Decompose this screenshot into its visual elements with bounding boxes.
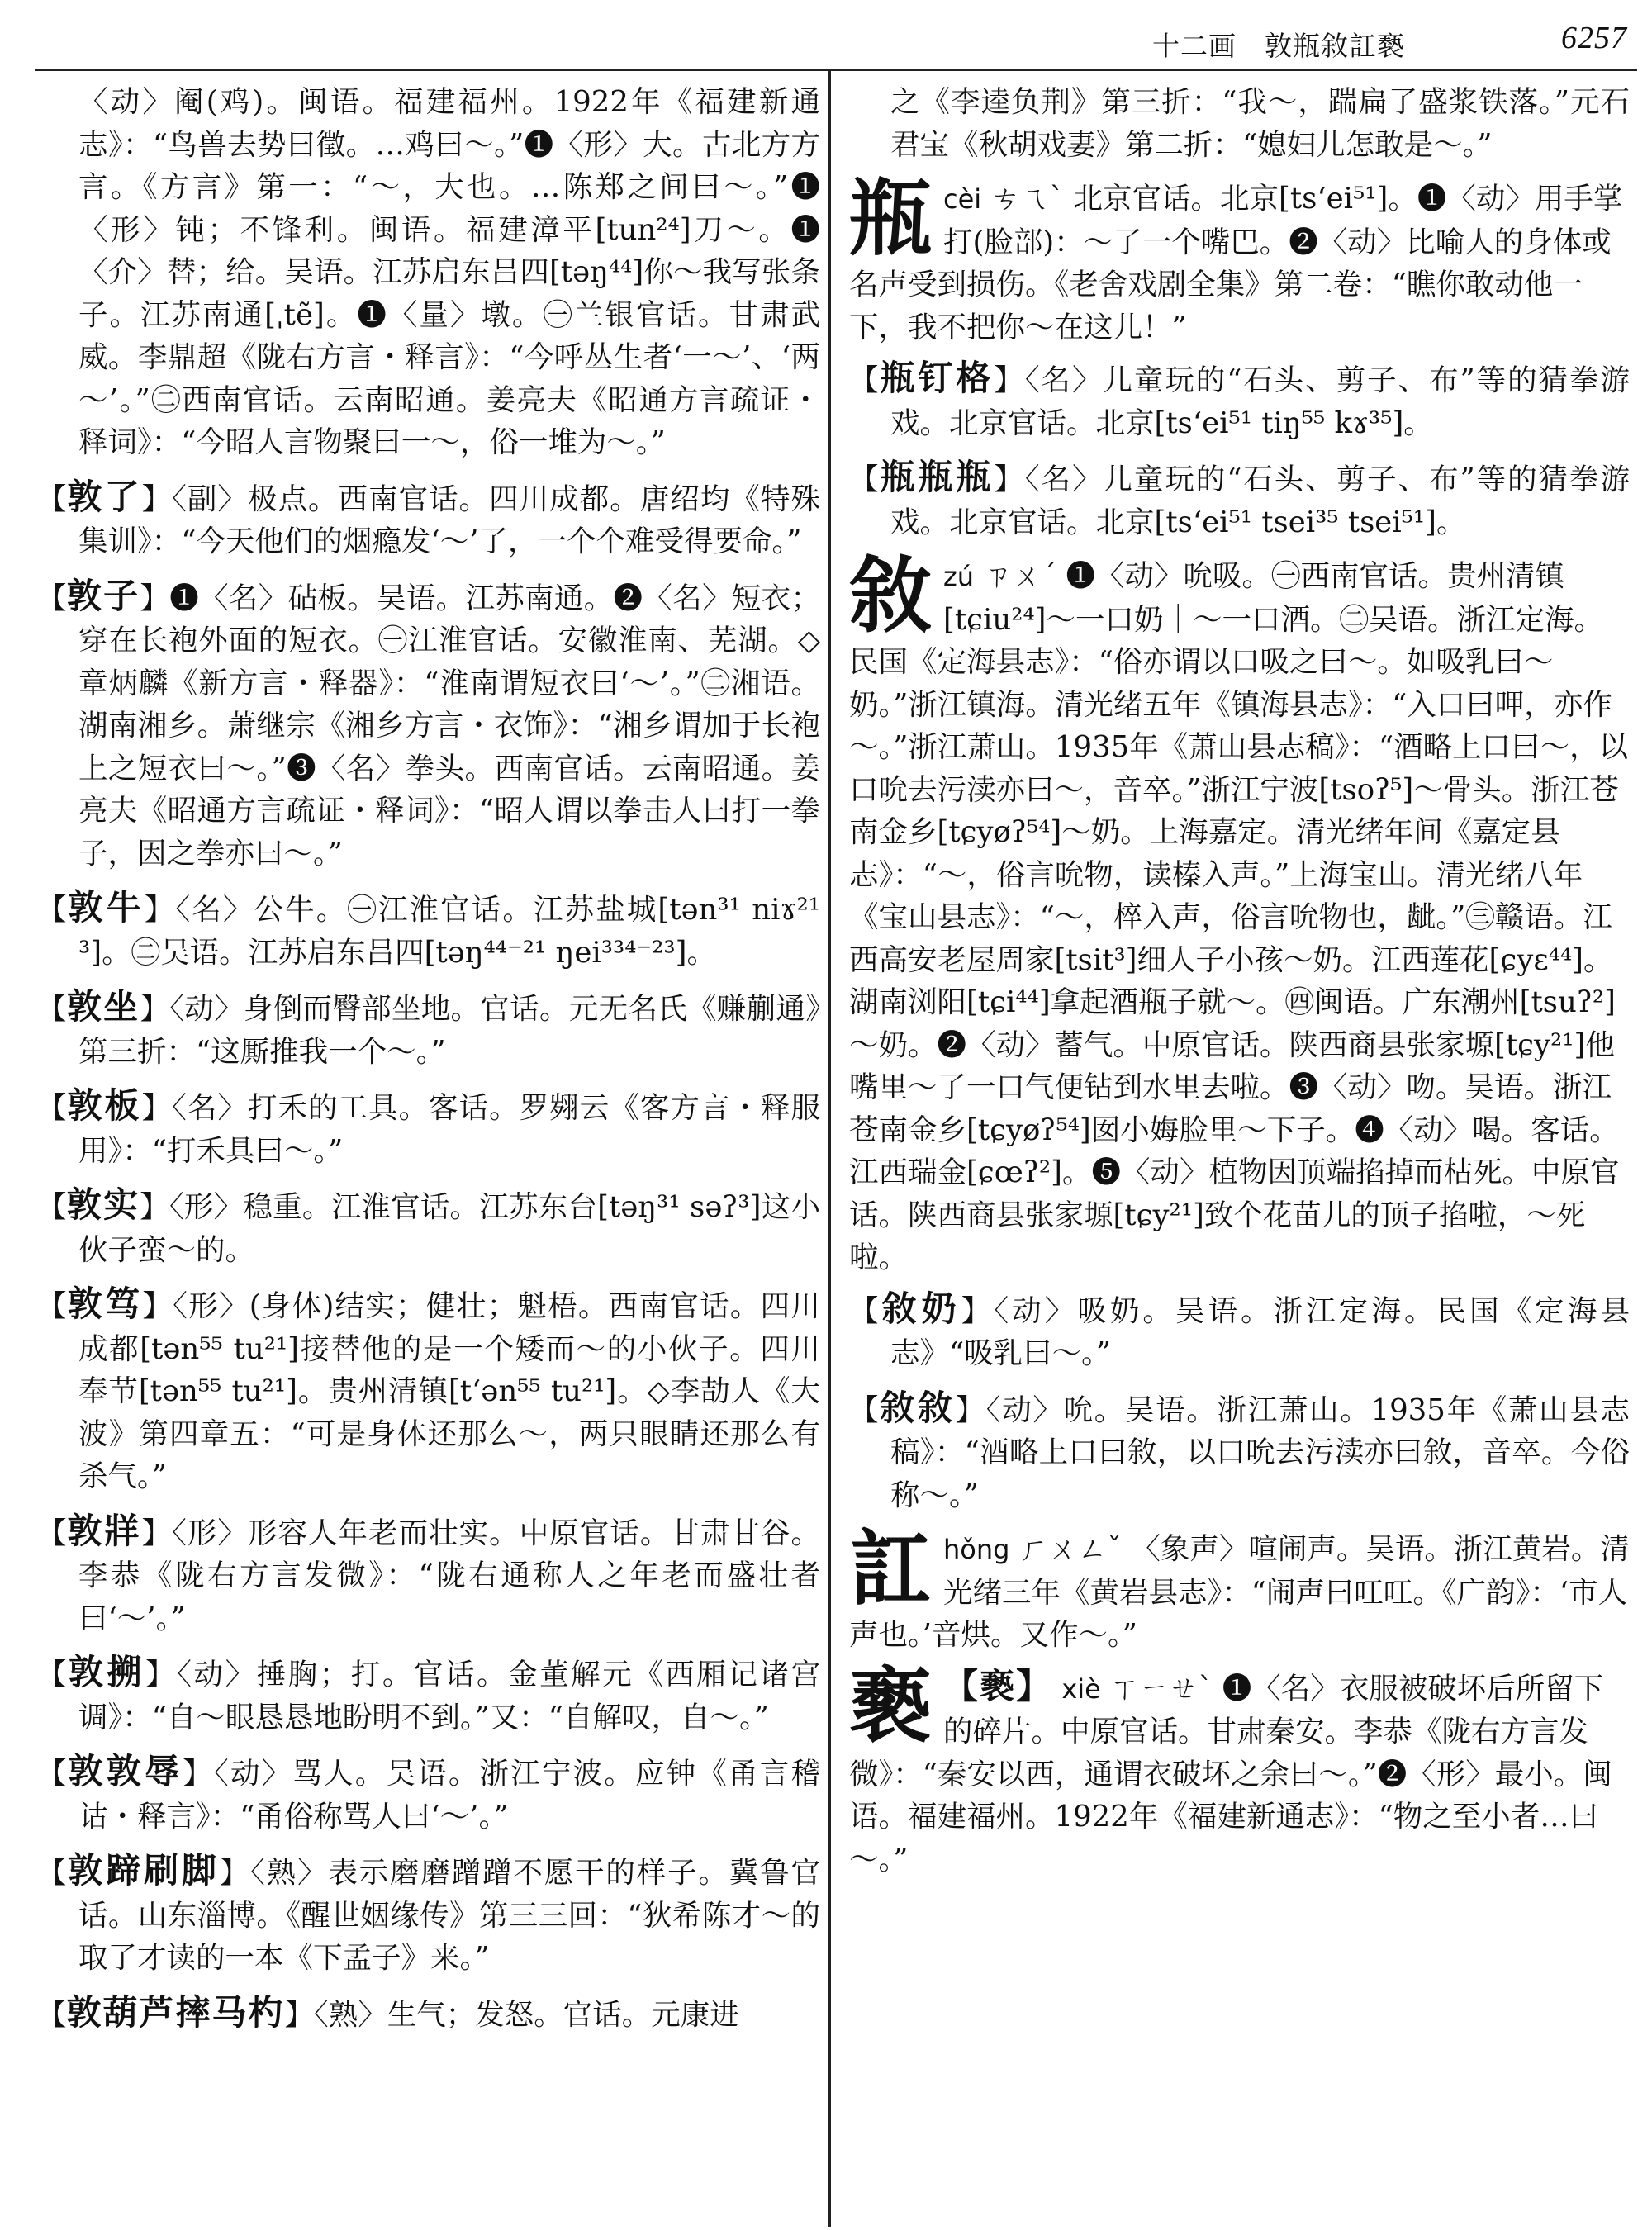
entry-headword: 敦敦辱 — [68, 1751, 183, 1791]
dictionary-entry: 【敦子】❶〈名〉砧板。吴语。江苏南通。❷〈名〉短衣；穿在长袍外面的短衣。㊀江淮官话。安徽淮南、芜湖。◇章炳麟《新方言・释器》：“淮南谓短衣曰‘～’。”㊁湘语。湖南湘乡。萧继宗《湘乡方言・衣饰》：“湘乡谓加于长袍上之短衣曰～。”❸〈名〉拳头。西南官话。云南昭通。姜亮夫《昭通方言疏证・释词》：“昭人谓以拳击人曰打一拳子，因之拳亦曰～。” — [37, 575, 820, 871]
dictionary-entry: 【敘奶】〈动〉吸奶。吴语。浙江定海。民国《定海县志》“吸乳曰～。” — [849, 1288, 1630, 1370]
zhuyin: ㄏㄨㄥˇ — [1018, 1532, 1123, 1566]
pinyin: xiè — [1061, 1672, 1101, 1705]
entry-headword: 瓶钉格 — [880, 358, 995, 398]
head-character: 敘 — [849, 547, 932, 644]
entry-headword: 敦蹄刷脚 — [68, 1850, 220, 1891]
entry-definition: 〈名〉打禾的工具。客话。罗翙云《客方言・释服用》：“打禾具曰～。” — [78, 1091, 820, 1168]
entry-definition: 〈动〉捶胸；打。官话。金董解元《西厢记诸宫调》：“自～眼恳恳地盼明不到。”又：“自解叹，自～。” — [78, 1658, 820, 1734]
variant-form: 【褻】 — [943, 1665, 1053, 1706]
entry-headword: 敦坐 — [66, 986, 140, 1027]
entry-definition: 〈动〉吸奶。吴语。浙江定海。民国《定海县志》“吸乳曰～。” — [890, 1293, 1630, 1370]
entry-definition: ❶〈名〉砧板。吴语。江苏南通。❷〈名〉短衣；穿在长袍外面的短衣。㊀江淮官话。安徽淮南、芜湖。◇章炳麟《新方言・释器》：“淮南谓短衣曰‘～’。”㊁湘语。湖南湘乡。萧继宗《湘乡方言・衣饰》：“湘乡谓加于长袍上之短衣曰～。”❸〈名〉拳头。西南官话。云南昭通。姜亮夫《昭通方言疏证・释词》：“昭人谓以拳击人曰打一拳子，因之拳亦曰～。” — [78, 581, 820, 871]
dictionary-entry: 【敦蹄刷脚】〈熟〉表示磨磨蹭蹭不愿干的样子。冀鲁官话。山东淄博。《醒世姻缘传》第三三回：“狄希陈才～的取了才读的一本《下孟子》来。” — [37, 1850, 820, 1975]
pinyin: hǒng — [943, 1534, 1010, 1565]
entry-headword: 敦实 — [66, 1184, 140, 1225]
entry-headword: 敦板 — [67, 1085, 142, 1126]
entry-definition: 〈动〉骂人。吴语。浙江宁波。应钟《甬言稽诂・释言》：“甬俗称骂人曰‘～’。” — [78, 1757, 820, 1834]
section-heading: 十二画 敦瓶敘訌褻 — [1152, 30, 1405, 62]
pinyin: cèi — [943, 183, 982, 215]
entry-headword: 敦牂 — [67, 1510, 142, 1551]
dictionary-entry: 【敦敦辱】〈动〉骂人。吴语。浙江宁波。应钟《甬言稽诂・释言》：“甬俗称骂人曰‘～’。” — [37, 1751, 820, 1834]
head-character: 瓶 — [849, 169, 932, 267]
entry-headword: 敦笃 — [67, 1283, 143, 1324]
zhuyin: ㄘㄟˋ — [990, 182, 1065, 216]
dictionary-entry: 【敦笃】〈形〉(身体)结实；健壮；魁梧。西南官话。四川成都[tən⁵⁵ tu²¹]接替他的是一个矮而～的小伙子。四川奉节[tən⁵⁵ tu²¹]。贵州清镇[tʻən⁵⁵ tu²¹]。◇李劼人《大波》第四章五：“可是身体还那么～，两只眼睛还那么有杀气。” — [37, 1283, 820, 1493]
zhuyin: ㄗㄨˊ — [983, 559, 1057, 593]
dictionary-entry: 【瓶钉格】〈名〉儿童玩的“石头、剪子、布”等的猜拳游戏。北京官话。北京[tsʻei⁵¹ tiŋ⁵⁵ kɤ³⁵]。 — [849, 358, 1630, 440]
dictionary-entry: 【敦实】〈形〉稳重。江淮官话。江苏东台[təŋ³¹ səʔ³]这小伙子蛮～的。 — [37, 1184, 820, 1267]
entry-definition: 〈熟〉表示磨磨蹭蹭不愿干的样子。冀鲁官话。山东淄博。《醒世姻缘传》第三三回：“狄希陈才～的取了才读的一本《下孟子》来。” — [78, 1856, 820, 1975]
entry-headword: 敦牛 — [68, 887, 145, 928]
entry-definition: 〈名〉儿童玩的“石头、剪子、布”等的猜拳游戏。北京官话。北京[tsʻei⁵¹ tiŋ⁵⁵ kɤ³⁵]。 — [890, 363, 1630, 440]
running-header — [1152, 17, 1627, 66]
entry-headword: 敦了 — [67, 476, 142, 517]
head-character: 褻 — [849, 1656, 932, 1754]
entry-headword: 敦子 — [66, 575, 140, 616]
right-column — [849, 81, 1630, 1889]
dictionary-entry: 【敦坐】〈动〉身倒而臀部坐地。官话。元无名氏《赚蒯通》第三折：“这厮推我一个～。” — [37, 986, 820, 1069]
pinyin: zú — [943, 561, 975, 592]
dictionary-entry: 【敦牂】〈形〉形容人年老而壮实。中原官话。甘肃甘谷。李恭《陇右方言发微》：“陇右通称人之年老而盛壮者曰‘～’。” — [37, 1510, 820, 1635]
entry-headword: 敦搠 — [69, 1652, 146, 1692]
dictionary-entry: 【敦了】〈副〉极点。西南官话。四川成都。唐绍均《特殊集训》：“今天他们的烟瘾发‘～’了，一个个难受得要命。” — [37, 476, 820, 558]
entry-definition: 〈副〉极点。西南官话。四川成都。唐绍均《特殊集训》：“今天他们的烟瘾发‘～’了，一个个难受得要命。” — [78, 482, 820, 558]
zhuyin: ㄒㄧㄝˋ — [1110, 1671, 1213, 1706]
continued-entry-text: 〈动〉阉(鸡)。闽语。福建福州。1922年《福建新通志》：“鸟兽去势曰徵。…鸡曰～。”❶〈形〉大。古北方方言。《方言》第一：“～，大也。…陈郑之间曰～。”❶〈形〉钝；不锋利。闽语。福建漳平[tun²⁴]刀～。❶〈介〉替；给。吴语。江苏启东吕四[təŋ⁴⁴]你～我写张条子。江苏南通[ˌtẽ]。❶〈量〉墩。㊀兰银官话。甘肃武威。李鼎超《陇右方言・释言》：“今呼丛生者‘一～’、‘两～’。”㊁西南官话。云南昭通。姜亮夫《昭通方言疏证・释词》：“今昭人言物聚曰一～，俗一堆为～。” — [78, 85, 821, 459]
page-number: 6257 — [1561, 21, 1627, 55]
head-character: 訌 — [849, 1520, 932, 1617]
head-character-entry — [849, 547, 1630, 1279]
continued-entry-text: 之《李逵负荆》第三折：“我～，踹扁了盛浆铁落。”元石君宝《秋胡戏妻》第二折：“媳妇儿怎敢是～。” — [890, 85, 1630, 162]
entry-definition: 〈熟〉生气；发怒。官话。元康进 — [314, 1997, 739, 2032]
head-definition: ❶〈动〉吮吸。㊀西南官话。贵州清镇[tɕiu²⁴]～一口奶｜～一口酒。㊁吴语。浙江定海。民国《定海县志》：“俗亦谓以口吸之曰～。如吸乳曰～奶。”浙江镇海。清光绪五年《镇海县志》：“入口曰呷，亦作～。”浙江萧山。1935年《萧山县志稿》：“酒略上口曰～，以口吮去污渎亦曰～，音卒。”浙江宁波[tsoʔ⁵]～骨头。浙江苍南金乡[tɕyøʔ⁵⁴]～奶。上海嘉定。清光绪年间《嘉定县志》：“～，俗言吮物，读榛入声。”上海宝山。清光绪八年《宝山县志》：“～，椊入声，俗言吮物也，龇。”㊂赣语。江西高安老屋周家[tsit³]细人子小孩～奶。江西莲花[ɕyɛ⁴⁴]。湖南浏阳[tɕi⁴⁴]拿起酒瓶子就～。㊃闽语。广东潮州[tsuʔ²]～奶。❷〈动〉蓄气。中原官话。陕西商县张家塬[tɕy²¹]他嘴里～了一口气便钻到水里去啦。❸〈动〉吻。吴语。浙江苍南金乡[tɕyøʔ⁵⁴]囡小娒脸里～下子。❹〈动〉喝。客话。江西瑞金[ɕœʔ²]。❺〈动〉植物因顶端掐掉而枯死。中原官话。陕西商县张家塬[tɕy²¹]致个花苗儿的顶子掐啦，～死啦。 — [849, 559, 1629, 1274]
entry-headword: 敘奶 — [881, 1288, 961, 1329]
entry-headword: 敦葫芦摔马杓 — [66, 1991, 285, 2033]
dictionary-entry: 【敦牛】〈名〉公牛。㊀江淮官话。江苏盐城[tən³¹ niɤ²¹³]。㊁吴语。江苏启东吕四[təŋ⁴⁴⁻²¹ ŋei³³⁴⁻²³]。 — [37, 887, 820, 970]
entry-definition: 〈形〉(身体)结实；健壮；魁梧。西南官话。四川成都[tən⁵⁵ tu²¹]接替他的是一个矮而～的小伙子。四川奉节[tən⁵⁵ tu²¹]。贵州清镇[tʻən⁵⁵ tu²¹]。◇李劼人《大波》第四章五：“可是身体还那么～，两只眼睛还那么有杀气。” — [78, 1289, 820, 1493]
dictionary-entry: 【敦板】〈名〉打禾的工具。客话。罗翙云《客方言・释服用》：“打禾具曰～。” — [37, 1085, 820, 1168]
head-definition: ❶〈名〉衣服被破坏后所留下的碎片。中原官话。甘肃秦安。李恭《陇右方言发微》：“秦安以西，通谓衣破坏之余曰～。”❷〈形〉最小。闽语。福建福州。1922年《福建新通志》：“物之至小者…曰～。” — [849, 1671, 1612, 1877]
entry-definition: 〈动〉吮。吴语。浙江萧山。1935年《萧山县志稿》：“酒略上口曰敘，以口吮去污渎亦曰敘，音卒。今俗称～。” — [890, 1393, 1630, 1512]
head-definition: 北京官话。北京[tsʻei⁵¹]。❶〈动〉用手掌打(脸部)：～了一个嘴巴。❷〈动〉比喻人的身体或名声受到损伤。《老舍戏剧全集》第二卷：“瞧你敢动他一下，我不把你～在这儿！” — [849, 182, 1623, 344]
header-rule — [35, 69, 1637, 71]
left-column — [37, 81, 820, 2047]
dictionary-entry: 【敘敘】〈动〉吮。吴语。浙江萧山。1935年《萧山县志稿》：“酒略上口曰敘，以口吮去污渎亦曰敘，音卒。今俗称～。” — [849, 1387, 1630, 1512]
dictionary-entry: 【敦搠】〈动〉捶胸；打。官话。金董解元《西厢记诸宫调》：“自～眼恳恳地盼明不到。”又：“自解叹，自～。” — [37, 1652, 820, 1734]
entry-headword: 瓶瓶瓶 — [880, 457, 995, 497]
entry-definition: 〈形〉形容人年老而壮实。中原官话。甘肃甘谷。李恭《陇右方言发微》：“陇右通称人之年老而盛壮者曰‘～’。” — [78, 1516, 820, 1635]
dictionary-entry: 【瓶瓶瓶】〈名〉儿童玩的“石头、剪子、布”等的猜拳游戏。北京官话。北京[tsʻei⁵¹ tsei³⁵ tsei⁵¹]。 — [849, 457, 1630, 539]
entry-definition: 〈名〉儿童玩的“石头、剪子、布”等的猜拳游戏。北京官话。北京[tsʻei⁵¹ tsei³⁵ tsei⁵¹]。 — [890, 463, 1630, 539]
entry-definition: 〈形〉稳重。江淮官话。江苏东台[təŋ³¹ səʔ³]这小伙子蛮～的。 — [78, 1190, 820, 1267]
head-character-entry — [849, 169, 1630, 349]
entry-definition: 〈动〉身倒而臀部坐地。官话。元无名氏《赚蒯通》第三折：“这厮推我一个～。” — [78, 992, 820, 1069]
column-divider — [828, 71, 831, 2227]
head-character-entry — [849, 1520, 1630, 1657]
head-definition: 〈象声〉喧闹声。吴语。浙江黄岩。清光绪三年《黄岩县志》：“闹声曰叿叿。《广韵》：‘市人声也。’音烘。又作～。” — [849, 1532, 1630, 1652]
head-character-entry — [849, 1656, 1630, 1881]
entry-definition: 〈名〉公牛。㊀江淮官话。江苏盐城[tən³¹ niɤ²¹³]。㊁吴语。江苏启东吕四[təŋ⁴⁴⁻²¹ ŋei³³⁴⁻²³]。 — [78, 893, 820, 970]
entry-headword: 敘敘 — [880, 1387, 956, 1428]
dictionary-entry: 【敦葫芦摔马杓】〈熟〉生气；发怒。官话。元康进 — [37, 1991, 739, 2033]
